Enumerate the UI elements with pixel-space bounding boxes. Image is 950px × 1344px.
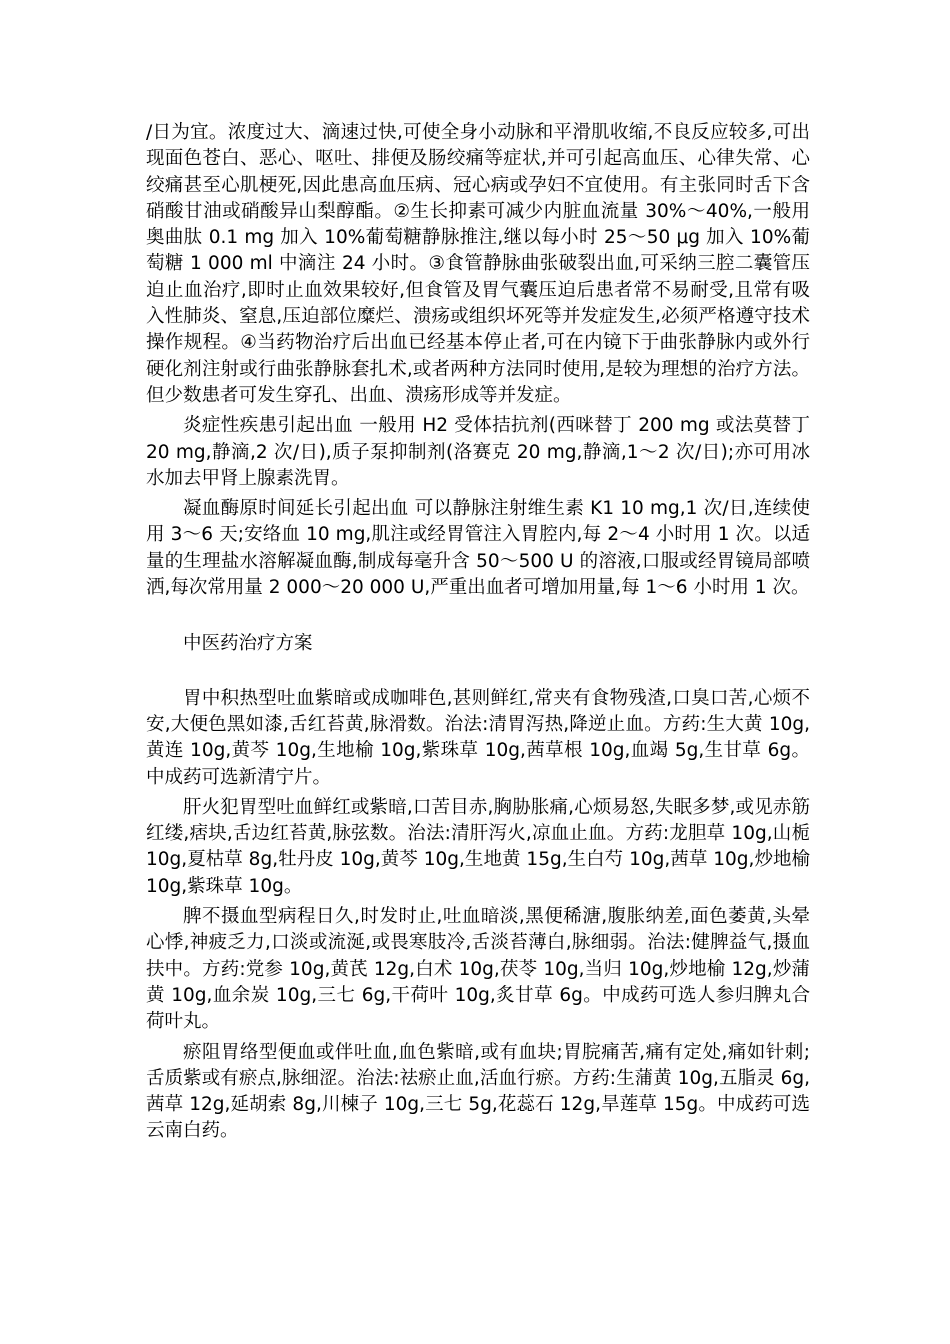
paragraph-inflammatory-bleeding: 炎症性疾患引起出血 一般用 H2 受体拮抗剂(西咪替丁 200 mg 或法莫替丁 20 mg,静滴,2 次/日),质子泵抑制剂(洛赛克 20 mg,静滴,1～2 次/日);亦可用冰水加去甲肾上腺素洗胃。 [146, 415, 810, 489]
paragraph-prothrombin-bleeding: 凝血酶原时间延长引起出血 可以静脉注射维生素 K1 10 mg,1 次/日,连续使用 3～6 天;安络血 10 mg,肌注或经胃管注入胃腔内,每 2～4 小时用 1 次。以适量的生理盐水溶解凝血酶,制成每毫升含 50～500 U 的溶液,口服或经胃镜局部喷洒,每次常用量 2 000～20 000 U,严重出血者可增加用量,每 1～6 小时用 1 次。 [146, 498, 810, 599]
section-heading-tcm: 中医药治疗方案 [183, 633, 313, 655]
paragraph-blood-stasis: 瘀阻胃络型便血或伴吐血,血色紫暗,或有血块;胃脘痛苦,痛有定处,痛如针刺;舌质紫或有瘀点,脉细涩。治法:祛瘀止血,活血行瘀。方药:生蒲黄 10g,五脂灵 6g,茜草 12g,延胡索 8g,川楝子 10g,三七 5g,花蕊石 12g,旱莲草 15g。中成药可选云南白药。 [146, 1041, 810, 1142]
paragraph-stomach-heat: 胃中积热型吐血紫暗或成咖啡色,甚则鲜红,常夹有食物残渣,口臭口苦,心烦不安,大便色黑如漆,舌红苔黄,脉滑数。治法:清胃泻热,降逆止血。方药:生大黄 10g,黄连 10g,黄芩 10g,生地榆 10g,紫珠草 10g,茜草根 10g,血竭 5g,生甘草 6g。中成药可选新清宁片。 [146, 687, 810, 788]
paragraph-treatment-continued: /日为宜。浓度过大、滴速过快,可使全身小动脉和平滑肌收缩,不良反应较多,可出现面色苍白、恶心、呕吐、排便及肠绞痛等症状,并可引起高血压、心律失常、心绞痛甚至心肌梗死,因此患高血压病、冠心病或孕妇不宜使用。有主张同时舌下含硝酸甘油或硝酸异山梨醇酯。②生长抑素可减少内脏血流量 30%～40%,一般用奥曲肽 0.1 mg 加入 10%葡萄糖静脉推注,继以每小时 25～50 μg 加入 10%葡萄糖 1 000 ml 中滴注 24 小时。③食管静脉曲张破裂出血,可采纳三腔二囊管压迫止血治疗,即时止血效果较好,但食管及胃气囊压迫后患者常不易耐受,且常有吸入性肺炎、窒息,压迫部位糜烂、溃疡或组织坏死等并发症发生,必须严格遵守技术操作规程。④当药物治疗后出血已经基本停止者,可在内镜下于曲张静脉内或外行硬化剂注射或行曲张静脉套扎术,或者两种方法同时使用,是较为理想的治疗方法。但少数患者可发生穿孔、出血、溃疡形成等并发症。 [146, 122, 810, 406]
paragraph-spleen-deficiency: 脾不摄血型病程日久,时发时止,吐血暗淡,黑便稀溏,腹胀纳差,面色萎黄,头晕心悸,神疲乏力,口淡或流涎,或畏寒肢冷,舌淡苔薄白,脉细弱。治法:健脾益气,摄血扶中。方药:党参 10g,黄芪 12g,白术 10g,茯苓 10g,当归 10g,炒地榆 12g,炒蒲黄 10g,血余炭 10g,三七 6g,干荷叶 10g,炙甘草 6g。中成药可选人参归脾丸合荷叶丸。 [146, 906, 810, 1033]
paragraph-liver-fire: 肝火犯胃型吐血鲜红或紫暗,口苦目赤,胸胁胀痛,心烦易怒,失眠多梦,或见赤筋红缕,痞块,舌边红苔黄,脉弦数。治法:清肝泻火,凉血止血。方药:龙胆草 10g,山栀 10g,夏枯草 8g,牡丹皮 10g,黄芩 10g,生地黄 15g,生白芍 10g,茜草 10g,炒地榆 10g,紫珠草 10g。 [146, 796, 810, 897]
document-page [146, 120, 810, 1145]
